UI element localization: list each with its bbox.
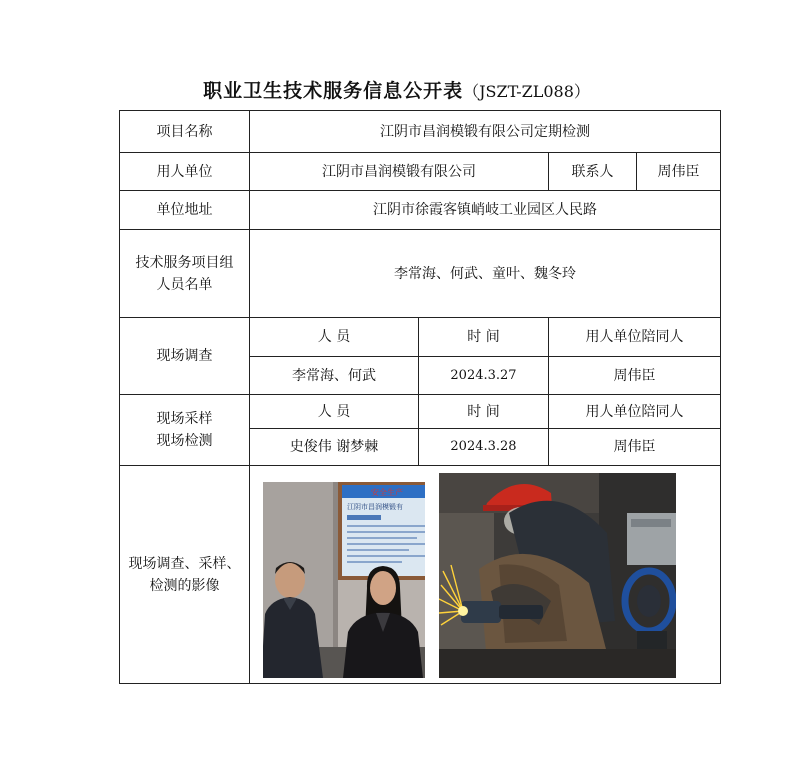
contact-value: 周伟臣 (637, 153, 721, 191)
grinding-photo-drawing (439, 473, 676, 678)
sampling-header-time: 时 间 (419, 395, 549, 429)
team-label (120, 230, 250, 318)
images-label-line-1: 现场调查、采样、 (128, 555, 241, 572)
employer-label: 用人单位 (120, 153, 250, 191)
images-label (120, 466, 250, 684)
address-label: 单位地址 (120, 191, 250, 230)
survey-label: 现场调查 (120, 318, 250, 395)
site-photo-staff (263, 482, 425, 678)
sign-text: 江阴市昌润模锻有 (347, 503, 403, 511)
survey-header-person: 人 员 (250, 318, 419, 357)
table-row (120, 111, 721, 153)
sign-banner: 安全生产 (371, 488, 403, 497)
survey-header-time: 时 间 (419, 318, 549, 357)
team-value: 李常海、何武、童叶、魏冬玲 (250, 230, 721, 318)
page-title (0, 76, 793, 103)
table-row (120, 153, 721, 191)
employer-value: 江阴市昌润模锻有限公司 (250, 153, 549, 191)
staff-photo-drawing (263, 482, 425, 678)
survey-person: 李常海、何武 (250, 357, 419, 395)
project-name-value: 江阴市昌润模锻有限公司定期检测 (250, 111, 721, 153)
survey-header-escort: 用人单位陪同人 (549, 318, 721, 357)
team-label-line-2: 人员名单 (156, 276, 213, 293)
table-row (120, 230, 721, 318)
survey-time: 2024.3.27 (419, 357, 549, 395)
title-code: （JSZT-ZL088） (463, 82, 590, 101)
sampling-escort: 周伟臣 (549, 429, 721, 466)
table-row (120, 191, 721, 230)
sampling-header-escort: 用人单位陪同人 (549, 395, 721, 429)
contact-label: 联系人 (549, 153, 637, 191)
address-value: 江阴市徐霞客镇峭岐工业园区人民路 (250, 191, 721, 230)
survey-escort: 周伟臣 (549, 357, 721, 395)
sampling-label (120, 395, 250, 466)
title-main: 职业卫生技术服务信息公开表 (203, 80, 464, 102)
images-label-line-2: 检测的影像 (149, 577, 220, 594)
sampling-header-person: 人 员 (250, 395, 419, 429)
table-row (120, 318, 721, 357)
team-label-line-1: 技术服务项目组 (135, 254, 234, 271)
sampling-time: 2024.3.28 (419, 429, 549, 466)
table-row (120, 395, 721, 429)
sampling-label-line-2: 现场检测 (156, 433, 213, 449)
site-photo-grinding (439, 473, 676, 678)
sampling-label-line-1: 现场采样 (156, 411, 213, 427)
sampling-person: 史俊伟 谢梦棘 (250, 429, 419, 466)
project-name-label: 项目名称 (120, 111, 250, 153)
